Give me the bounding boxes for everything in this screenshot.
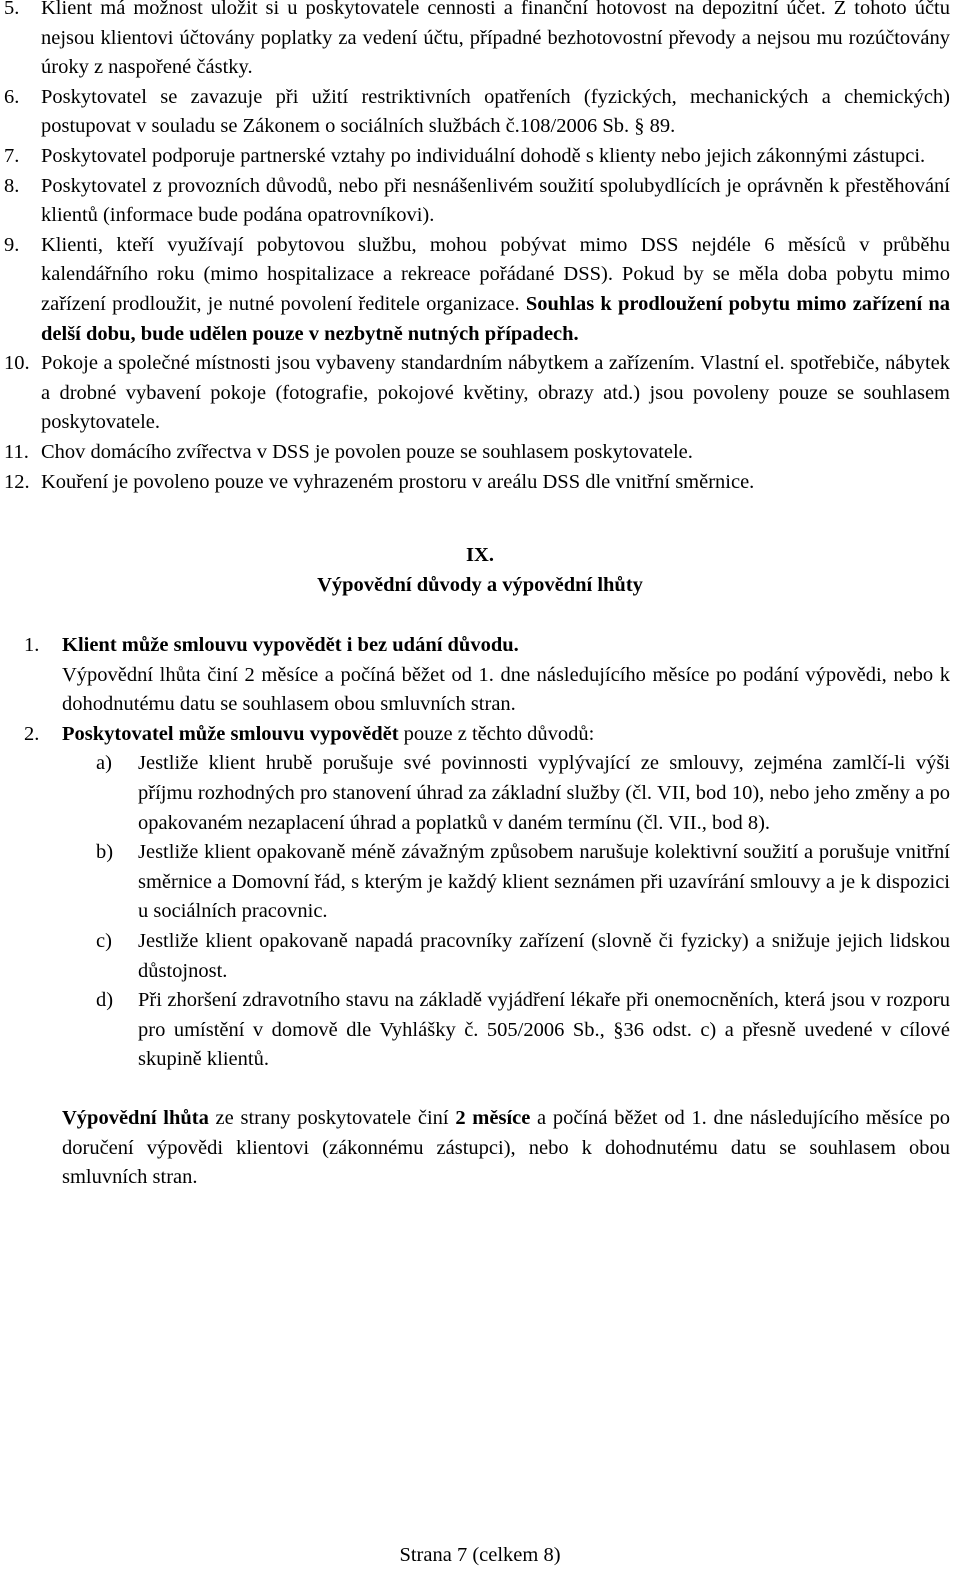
item-text: Výpovědní lhůta činí 2 měsíce a počíná běžet od 1. dne následujícího měsíce po podání výpovědi, nebo k dohodnutému datu se souhlasem obou smluvních stran.: [62, 663, 950, 716]
item-text-bold: Souhlas k prodloužení pobytu mimo zařízení na delší dobu, bude udělen pouze v nezbytně nutných případech.: [41, 292, 951, 345]
termination-item: [0, 631, 960, 720]
reason-item: [0, 749, 960, 838]
list-item: [0, 231, 960, 349]
item-number: 7.: [4, 144, 20, 167]
termination-list: [0, 631, 960, 1075]
item-text: [41, 231, 950, 349]
item-text: Poskytovatel se zavazuje při užití restriktivních opatřeních (fyzických, mechanických a chemických) postupovat v souladu se Zákonem o sociálních službách č.108/2006 Sb. § 89.: [41, 85, 950, 138]
list-item: [0, 349, 960, 438]
item-number: 9.: [4, 233, 20, 256]
list-item: [0, 83, 960, 142]
item-heading: Poskytovatel může smlouvu vypovědět: [62, 722, 399, 745]
reason-label: c): [96, 930, 112, 953]
item-text: Poskytovatel z provozních důvodů, nebo při nesnášenlivém soužití spolubydlících je oprávněn k přestěhování klientů (informace bude podána opatrovníkovi).: [41, 174, 950, 227]
notice-period-paragraph: [0, 1104, 960, 1193]
item-number: 2.: [24, 722, 40, 745]
section-heading: [0, 540, 960, 600]
item-number: 5.: [4, 0, 20, 19]
notice-bold-2: 2 měsíce: [455, 1107, 531, 1129]
list-item: [0, 0, 960, 83]
reason-item: [0, 986, 960, 1075]
item-number: 6.: [4, 85, 20, 108]
list-item: [0, 142, 960, 172]
reason-text: Jestliže klient opakovaně napadá pracovníky zařízení (slovně či fyzicky) a snižuje jejich lidskou důstojnost.: [138, 930, 950, 982]
list-item: [0, 172, 960, 231]
reason-text: Při zhoršení zdravotního stavu na základě vyjádření lékaře při onemocněních, která jsou v rozporu pro umístění v domově dle Vyhlášky č. 505/2006 Sb., §36 odst. c) a přesně uvedené v cílové skupině klientů.: [138, 989, 950, 1071]
item-text: Kouření je povoleno pouze ve vyhrazeném prostoru v areálu DSS dle vnitřní směrnice.: [41, 470, 755, 493]
reason-label: b): [96, 841, 114, 864]
item-number: 10.: [4, 352, 30, 375]
item-number: 12.: [4, 470, 30, 493]
list-item: [0, 468, 960, 498]
item-number: 8.: [4, 174, 20, 197]
item-heading: Klient může smlouvu vypovědět i bez udání důvodu.: [62, 634, 519, 657]
item-text: Poskytovatel podporuje partnerské vztahy po individuální dohodě s klienty nebo jejich zákonnými zástupci.: [41, 144, 926, 167]
reason-text: Jestliže klient opakovaně méně závažným způsobem narušuje kolektivní soužití a porušuje vnitřní směrnice a Domovní řád, s kterým je každý klient seznámen při uzavírání smlouvy a je k dispozici u sociálních pracovnic.: [138, 841, 950, 923]
item-text: Pokoje a společné místnosti jsou vybaveny standardním nábytkem a zařízením. Vlastní el. spotřebiče, nábytek a drobné vybavení pokoje (fotografie, pokojové květiny, obrazy atd.) jsou povoleny pouze se souhlasem poskytovatele.: [41, 352, 950, 434]
item-text: pouze z těchto důvodů:: [398, 722, 595, 745]
section-title: Výpovědní důvody a výpovědní lhůty: [317, 574, 643, 597]
item-text-regular: Klienti, kteří využívají pobytovou službu, mohou pobývat mimo DSS nejdéle 6 měsíců v průběhu kalendářního roku (mimo hospitalizace a rekreace pořádané DSS). Pokud by se měla doba pobytu mimo zařízení prodloužit, je nutné povolení ředitele organizace.: [41, 233, 950, 315]
reason-text: Jestliže klient hrubě porušuje své povinnosti vyplývající ze smlouvy, zejména zamlčí-li výši příjmu rozhodných pro stanovení úhrad za základní služby (čl. VII, bod 10), nebo jeho změny a po opakovaném nezaplacení úhrad a poplatků v daném termínu (čl. VII., bod 8).: [138, 752, 950, 834]
item-number: 11.: [4, 440, 29, 463]
list-item: [0, 438, 960, 468]
item-text: Klient má možnost uložit si u poskytovatele cennosti a finanční hotovost na depozitní účet. Z tohoto účtu nejsou klientovi účtovány poplatky za vedení účtu, případné bezhotovostní převody a nejsou mu rozúčtovány úroky z naspořené částky.: [41, 0, 950, 79]
item-text: Chov domácího zvířectva v DSS je povolen pouze se souhlasem poskytovatele.: [41, 440, 693, 463]
reason-label: d): [96, 989, 114, 1012]
item-number: 1.: [24, 634, 40, 657]
notice-bold-1: Výpovědní lhůta: [62, 1107, 209, 1129]
termination-item: [0, 720, 960, 750]
section-number: IX.: [466, 544, 494, 567]
notice-text-1: ze strany poskytovatele činí: [208, 1107, 456, 1129]
notice-text-2: a počíná běžet od 1. dne následujícího měsíce po doručení výpovědi klientovi (zákonnému zástupci), nebo k dohodnutému datu se souhlasem obou smluvních stran.: [62, 1107, 950, 1189]
reason-item: [0, 838, 960, 927]
reason-item: [0, 927, 960, 986]
page-footer: Strana 7 (celkem 8): [399, 1544, 561, 1566]
reason-label: a): [96, 752, 112, 775]
